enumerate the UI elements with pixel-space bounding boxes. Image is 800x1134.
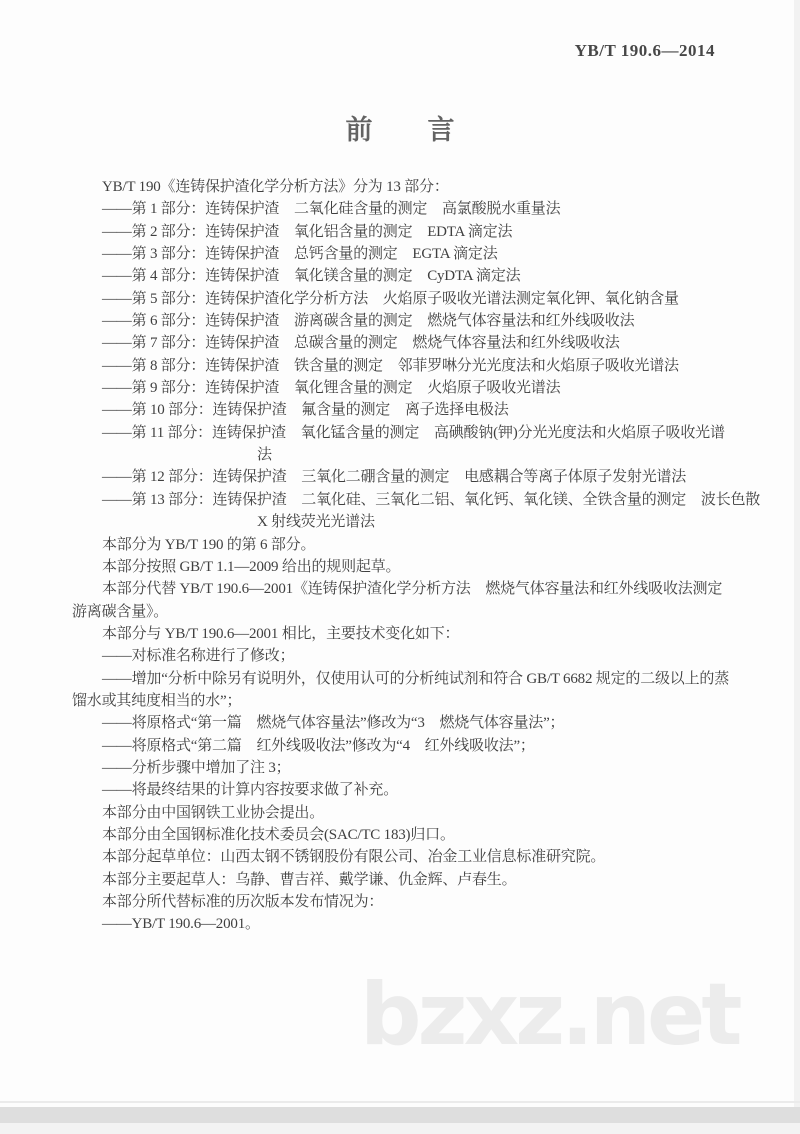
- text-line: ——增加“分析中除另有说明外，仅使用认可的分析纯试剂和符合 GB/T 6682 规定的二级以上的蒸: [102, 670, 730, 687]
- text-line: 游离碳含量》。: [72, 603, 169, 620]
- text-line: ——将原格式“第一篇 燃烧气体容量法”修改为“3 燃烧气体容量法”；: [102, 715, 565, 732]
- text-line: ——第 9 部分：连铸保护渣 氧化锂含量的测定 火焰原子吸收光谱法: [102, 380, 561, 397]
- scan-line-bottom: [0, 1101, 800, 1103]
- text-line: ——将最终结果的计算内容按要求做了补充。: [102, 782, 399, 799]
- text-line: 本部分为 YB/T 190 的第 6 部分。: [102, 536, 316, 553]
- text-line: ——分析步骤中增加了注 3；: [102, 759, 291, 776]
- text-line: YB/T 190《连铸保护渣化学分析方法》分为 13 部分：: [102, 179, 449, 195]
- text-line: 法: [257, 447, 272, 464]
- text-line: ——第 3 部分：连铸保护渣 总钙含量的测定 EGTA 滴定法: [102, 246, 498, 263]
- text-line: X 射线荧光光谱法: [257, 514, 375, 531]
- text-line: 本部分所代替标准的历次版本发布情况为：: [102, 894, 384, 910]
- text-line: ——YB/T 190.6—2001。: [102, 916, 260, 933]
- text-line: ——将原格式“第二篇 红外线吸收法”修改为“4 红外线吸收法”；: [102, 737, 535, 754]
- text-line: ——第 12 部分：连铸保护渣 三氧化二硼含量的测定 电感耦合等离子体原子发射光谱法: [102, 469, 687, 486]
- text-line: 本部分由中国钢铁工业协会提出。: [102, 804, 325, 821]
- text-line: 本部分主要起草人：乌静、曹吉祥、戴学谦、仇金辉、卢春生。: [102, 871, 517, 888]
- text-line: ——第 8 部分：连铸保护渣 铁含量的测定 邻菲罗啉分光光度法和火焰原子吸收光谱法: [102, 357, 679, 374]
- text-line: 本部分与 YB/T 190.6—2001 相比，主要技术变化如下：: [102, 625, 460, 642]
- text-line: ——第 10 部分：连铸保护渣 氟含量的测定 离子选择电极法: [102, 402, 509, 419]
- scan-edge-right: [794, 0, 800, 1134]
- text-line: ——第 13 部分：连铸保护渣 二氧化硅、三氧化二铝、氧化钙、氧化镁、全铁含量的测定 波长色散: [102, 491, 761, 508]
- text-line: ——第 7 部分：连铸保护渣 总碳含量的测定 燃烧气体容量法和红外线吸收法: [102, 335, 620, 352]
- text-line: ——第 11 部分：连铸保护渣 氧化锰含量的测定 高碘酸钠(钾)分光光度法和火焰原子吸收光谱: [102, 424, 725, 441]
- text-line: 本部分由全国钢标准化技术委员会(SAC/TC 183)归口。: [102, 826, 455, 843]
- text-line: ——第 1 部分：连铸保护渣 二氧化硅含量的测定 高氯酸脱水重量法: [102, 201, 561, 218]
- scan-edge-bottom: [0, 1107, 800, 1123]
- text-line: 本部分起草单位：山西太钢不锈钢股份有限公司、冶金工业信息标准研究院。: [102, 849, 606, 866]
- watermark: bzxz.net: [360, 965, 739, 1065]
- text-line: ——第 2 部分：连铸保护渣 氧化铝含量的测定 EDTA 滴定法: [102, 223, 513, 240]
- standard-number: YB/T 190.6—2014: [574, 41, 715, 60]
- text-line: 本部分按照 GB/T 1.1—2009 给出的规则起草。: [102, 558, 401, 575]
- text-line: ——第 6 部分：连铸保护渣 游离碳含量的测定 燃烧气体容量法和红外线吸收法: [102, 313, 635, 330]
- text-line: 本部分代替 YB/T 190.6—2001《连铸保护渣化学分析方法 燃烧气体容量法和红外线吸收法测定: [102, 581, 723, 598]
- text-line: ——第 5 部分：连铸保护渣化学分析方法 火焰原子吸收光谱法测定氧化钾、氧化钠含量: [102, 290, 679, 307]
- text-line: ——第 4 部分：连铸保护渣 氧化镁含量的测定 CyDTA 滴定法: [102, 268, 521, 285]
- text-line: 馏水或其纯度相当的水”；: [72, 692, 242, 709]
- page-title: 前 言: [345, 115, 469, 145]
- body-text: [72, 176, 761, 936]
- scan-edge-below: [0, 1123, 800, 1134]
- text-line: ——对标准名称进行了修改；: [102, 648, 295, 665]
